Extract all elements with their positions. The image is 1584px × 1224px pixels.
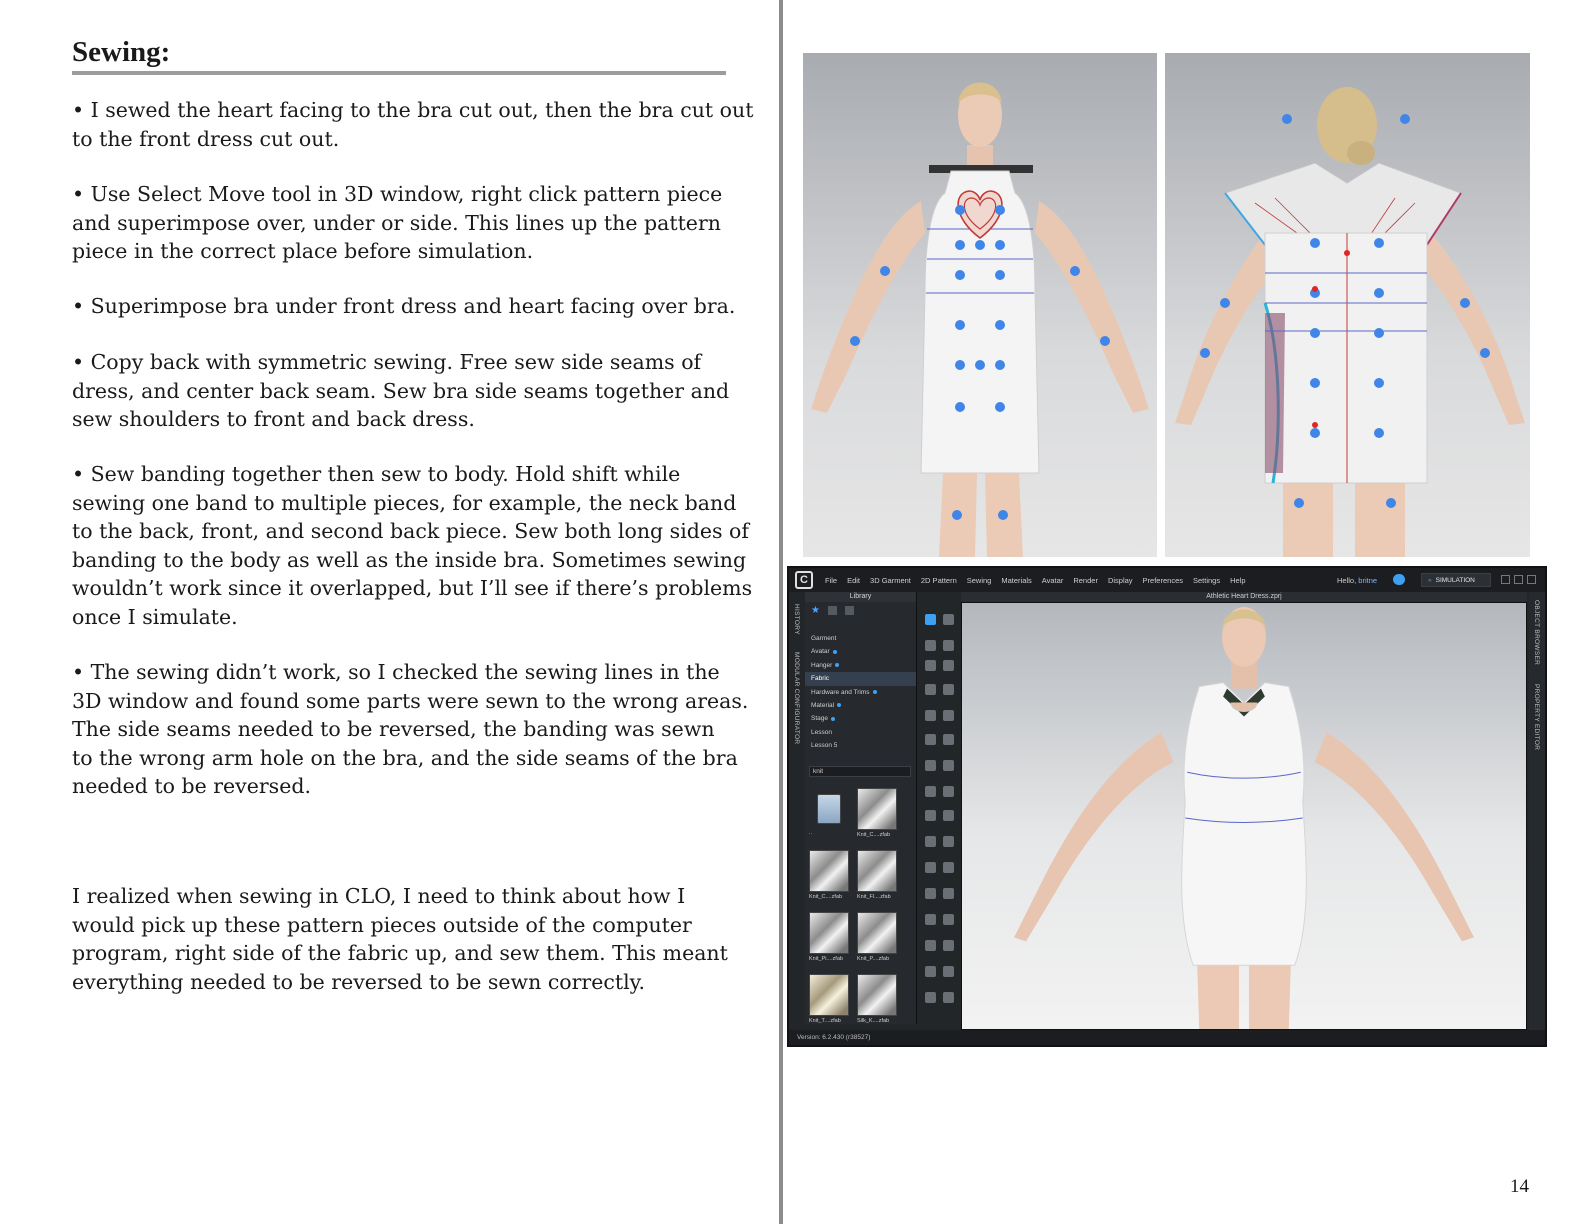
library-item-material[interactable] — [805, 699, 916, 712]
tool-icon[interactable] — [925, 836, 936, 847]
back-view-render — [1165, 53, 1530, 557]
tool-icon[interactable] — [943, 914, 954, 925]
document-title: Athletic Heart Dress.zprj — [961, 592, 1527, 602]
thumb-caption: Knit_Pi....zfab — [809, 956, 843, 962]
thumb-caption: .. — [809, 830, 813, 836]
fabric-thumb[interactable] — [857, 974, 899, 1030]
library-search-input[interactable]: knit — [809, 766, 911, 777]
fabric-swatch — [857, 788, 897, 830]
text-line: would pick up these pattern pieces outside of the computer — [72, 912, 692, 937]
paragraph-reflection — [72, 882, 772, 996]
text-line: 3D window and found some parts were sewn to the wrong areas. — [72, 688, 749, 713]
text-line: sewing one band to multiple pieces, for example, the neck band — [72, 490, 737, 515]
fabric-thumb[interactable] — [809, 974, 851, 1030]
tool-icon[interactable] — [943, 992, 954, 1003]
page-heading: Sewing: — [72, 36, 171, 68]
close-icon[interactable] — [1527, 575, 1536, 584]
user-greeting — [1337, 576, 1377, 585]
library-title: Library — [805, 592, 916, 602]
text-line: program, right side of the fabric up, and sew them. This meant — [72, 941, 728, 965]
fabric-thumb[interactable] — [857, 912, 899, 968]
menu-file[interactable]: File — [825, 575, 838, 585]
text-line: • Use Select Move tool in 3D window, right click pattern piece — [72, 182, 723, 206]
3d-toolbar — [919, 604, 961, 1024]
maximize-icon[interactable] — [1514, 575, 1523, 584]
clo-menubar — [789, 568, 1545, 592]
front-view-render — [803, 53, 1157, 557]
menu-edit[interactable]: Edit — [847, 575, 861, 585]
tool-icon[interactable] — [925, 966, 936, 977]
select-move-icon[interactable] — [925, 614, 936, 625]
clo-menu — [825, 576, 1256, 585]
thumb-caption: Knit_P....zfab — [857, 956, 890, 962]
3d-viewport[interactable] — [961, 602, 1527, 1030]
thumb-caption: Knit_Fl....zfab — [857, 894, 891, 900]
tool-icon[interactable] — [943, 966, 954, 977]
text-line: • The sewing didn’t work, so I checked the sewing lines in the — [72, 660, 720, 684]
fabric-thumb[interactable] — [809, 850, 851, 906]
paragraph-select-move — [72, 180, 772, 266]
menu-3d-garment[interactable]: 3D Garment — [870, 575, 911, 585]
fabric-thumb[interactable] — [857, 850, 899, 906]
tool-icon[interactable] — [943, 862, 954, 873]
tool-icon[interactable] — [943, 836, 954, 847]
text-line: I realized when sewing in CLO, I need to think about how I — [72, 884, 686, 908]
text-line: • I sewed the heart facing to the bra cut out, then the bra cut out — [72, 98, 754, 122]
tool-icon[interactable] — [925, 862, 936, 873]
simulate-icon[interactable] — [943, 614, 954, 625]
tool-icon[interactable] — [925, 810, 936, 821]
tool-icon[interactable] — [943, 640, 954, 651]
library-item-fabric[interactable] — [805, 672, 916, 685]
heading-underline — [72, 71, 726, 75]
library-item-label: Stage — [811, 715, 828, 723]
cloud-sync-icon — [833, 650, 837, 654]
fabric-swatch — [809, 974, 849, 1016]
minimize-icon[interactable] — [1501, 575, 1510, 584]
menu-preferences[interactable]: Preferences — [1142, 575, 1183, 585]
tool-icon[interactable] — [925, 734, 936, 745]
folder-up-icon — [817, 794, 841, 824]
library-item-label: Fabric — [811, 675, 830, 683]
tool-icon[interactable] — [925, 710, 936, 721]
fabric-thumb[interactable] — [809, 788, 851, 844]
store-icon[interactable] — [845, 606, 854, 615]
menu-render[interactable]: Render — [1073, 575, 1098, 585]
cloud-sync-icon — [831, 717, 835, 721]
library-item-stage[interactable] — [805, 712, 916, 725]
text-line: • Sew banding together then sew to body. Hold shift while — [72, 462, 681, 486]
text-line: needed to be reversed. — [72, 774, 311, 798]
library-panel — [805, 592, 917, 1024]
clo-app-window — [787, 566, 1547, 1047]
tool-icon[interactable] — [943, 888, 954, 899]
column-divider — [779, 0, 783, 1224]
tab-property-editor[interactable]: PROPERTY EDITOR — [1533, 684, 1540, 751]
library-item-hanger[interactable] — [805, 659, 916, 672]
menu-sewing[interactable]: Sewing — [966, 575, 992, 585]
library-item-hardware[interactable] — [805, 686, 916, 699]
menu-help[interactable]: Help — [1230, 575, 1246, 585]
tool-icon[interactable] — [925, 660, 936, 671]
library-toolbar — [805, 602, 916, 618]
text-line: dress, and center back seam. Sew bra side seams together and — [72, 378, 730, 403]
library-item-avatar[interactable] — [805, 645, 916, 658]
menu-2d-pattern[interactable]: 2D Pattern — [920, 575, 957, 585]
library-item-lesson-5[interactable] — [805, 739, 916, 752]
text-line: and superimpose over, under or side. This lines up the pattern — [72, 210, 721, 235]
library-list — [805, 632, 916, 753]
cloud-sync-icon — [837, 703, 841, 707]
library-item-lesson[interactable] — [805, 726, 916, 739]
text-line: wouldn’t work since it overlapped, but I’ll see if there’s problems — [72, 576, 753, 600]
tool-icon[interactable] — [943, 710, 954, 721]
tool-icon[interactable] — [925, 786, 936, 797]
tool-icon[interactable] — [925, 940, 936, 951]
library-item-label: Hanger — [811, 661, 833, 669]
paragraph-heart-facing — [72, 96, 772, 153]
text-line: piece in the correct place before simulation. — [72, 239, 534, 263]
library-item-label: Garment — [811, 635, 837, 642]
fabric-swatch — [809, 912, 849, 954]
folder-icon[interactable] — [828, 606, 837, 615]
window-controls — [1501, 575, 1540, 584]
clo-logo[interactable]: C — [795, 571, 813, 589]
library-item-label: Lesson — [811, 728, 832, 736]
library-item-garment[interactable] — [805, 632, 916, 645]
greeting-text: Hello, — [1337, 576, 1357, 585]
thumb-caption: Knit_C....zfab — [809, 894, 843, 900]
thumb-caption: Knit_C....zfab — [857, 832, 891, 838]
library-item-label: Avatar — [811, 648, 830, 656]
cloud-sync-icon — [873, 690, 877, 694]
chevron-down-icon: » — [1428, 576, 1432, 584]
username[interactable]: britne — [1358, 576, 1378, 585]
thumb-caption: Silk_K....zfab — [857, 1018, 890, 1024]
text-line: to the wrong arm hole on the bra, and the side seams of the bra — [72, 745, 738, 770]
library-item-label: Material — [811, 701, 835, 709]
text-line: everything needed to be reversed to be sewn correctly. — [72, 969, 646, 994]
cloud-sync-icon — [835, 663, 839, 667]
fabric-swatch — [857, 912, 897, 954]
text-line: to the back, front, and second back piece. Sew both long sides of — [72, 519, 749, 543]
fabric-swatch — [857, 850, 897, 892]
text-line: sew shoulders to front and back dress. — [72, 407, 475, 431]
paragraph-superimpose — [72, 292, 772, 321]
fabric-thumb[interactable] — [809, 912, 851, 968]
thumb-caption: Knit_T....zfab — [809, 1018, 841, 1024]
version-text: Version: 6.2.430 (r38527) — [797, 1034, 871, 1041]
library-item-label: Hardware and Trims — [811, 688, 870, 696]
tool-icon[interactable] — [925, 640, 936, 651]
text-line: once I simulate. — [72, 604, 238, 629]
text-line: • Copy back with symmetric sewing. Free sew side seams of — [72, 350, 702, 374]
tool-icon[interactable] — [943, 684, 954, 695]
tool-icon[interactable] — [925, 684, 936, 695]
tool-icon[interactable] — [925, 992, 936, 1003]
simulation-mode-dropdown[interactable] — [1421, 573, 1491, 587]
fabric-swatch — [857, 974, 897, 1016]
tool-icon[interactable] — [943, 786, 954, 797]
menu-display[interactable]: Display — [1107, 575, 1133, 585]
tab-object-browser[interactable]: OBJECT BROWSER — [1533, 600, 1540, 666]
back-avatar-illustration — [1165, 53, 1530, 557]
tool-icon[interactable] — [943, 734, 954, 745]
text-line: The side seams needed to be reversed, the banding was sewn — [72, 717, 715, 741]
text-line: to the front dress cut out. — [72, 126, 340, 151]
simulated-avatar-illustration — [962, 603, 1526, 1029]
menu-avatar[interactable]: Avatar — [1041, 575, 1064, 585]
library-item-label: Lesson 5 — [811, 742, 838, 750]
favorites-star-icon[interactable]: ★ — [811, 604, 820, 616]
menu-materials[interactable]: Materials — [1001, 575, 1032, 585]
fabric-swatch — [809, 850, 849, 892]
cloud-icon[interactable] — [1393, 574, 1405, 585]
tool-icon[interactable] — [925, 760, 936, 771]
menu-settings[interactable]: Settings — [1192, 575, 1221, 585]
mode-label: SIMULATION — [1435, 576, 1475, 584]
front-avatar-illustration — [803, 53, 1157, 557]
paragraph-symmetric-sewing — [72, 348, 772, 434]
tab-modular-configurator[interactable]: MODULAR CONFIGURATOR — [793, 652, 800, 745]
paragraph-banding — [72, 460, 772, 631]
tab-history[interactable]: HISTORY — [793, 604, 800, 635]
tool-icon[interactable] — [943, 940, 954, 951]
tool-icon[interactable] — [943, 660, 954, 671]
tool-icon[interactable] — [925, 888, 936, 899]
text-line: banding to the body as well as the inside bra. Sometimes sewing — [72, 547, 747, 572]
tool-icon[interactable] — [943, 760, 954, 771]
right-panel-bar — [1529, 592, 1545, 1030]
paragraph-sewing-lines — [72, 658, 772, 801]
text-line: • Superimpose bra under front dress and heart facing over bra. — [72, 294, 736, 318]
tool-icon[interactable] — [943, 810, 954, 821]
fabric-thumb[interactable] — [857, 788, 899, 844]
tool-icon[interactable] — [925, 914, 936, 925]
status-bar — [789, 1030, 1545, 1045]
page-number: 14 — [1510, 1176, 1529, 1197]
